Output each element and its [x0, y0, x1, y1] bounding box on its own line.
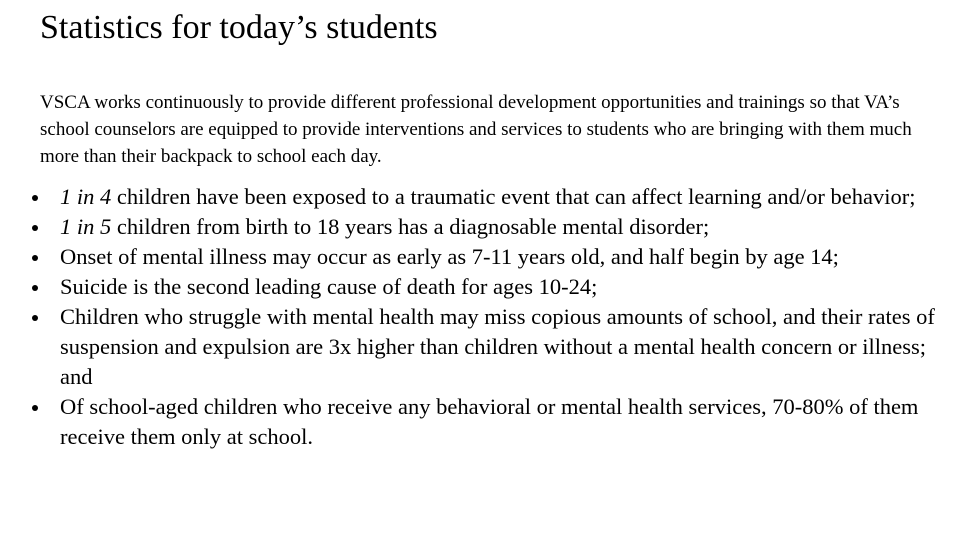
statistic-emphasis: 1 in 5: [60, 214, 112, 239]
list-item: [30, 302, 935, 392]
list-item: [30, 212, 935, 242]
slide-title: Statistics for today’s students: [40, 9, 438, 46]
statistic-text: children have been exposed to a traumatic event that can affect learning and/or behavior;: [111, 184, 916, 209]
statistics-list: [30, 182, 935, 452]
bullet-dot-icon: [32, 225, 38, 231]
intro-paragraph: VSCA works continuously to provide different professional development opportunities and trainings so that VA’s school counselors are equipped to provide interventions and services to students who are bringing with them much more than their backpack to school each day.: [40, 92, 912, 167]
list-item: [30, 272, 935, 302]
list-item: [30, 242, 935, 272]
statistic-text: Onset of mental illness may occur as early as 7-11 years old, and half begin by age 14;: [60, 244, 839, 269]
bullet-dot-icon: [32, 285, 38, 291]
statistic-emphasis: 1 in 4: [60, 184, 112, 209]
statistic-text: Of school-aged children who receive any behavioral or mental health services, 70-80% of them receive them only at school.: [60, 394, 919, 449]
bullet-dot-icon: [32, 255, 38, 261]
bullet-dot-icon: [32, 195, 38, 201]
list-item: [30, 392, 935, 452]
statistic-text: Suicide is the second leading cause of death for ages 10-24;: [60, 274, 598, 299]
list-item: [30, 182, 935, 212]
bullet-dot-icon: [32, 405, 38, 411]
statistic-text: Children who struggle with mental health may miss copious amounts of school, and their rates of suspension and expulsion are 3x higher than children without a mental health concern or illness; and: [60, 304, 935, 389]
bullet-dot-icon: [32, 315, 38, 321]
statistic-text: children from birth to 18 years has a diagnosable mental disorder;: [111, 214, 710, 239]
